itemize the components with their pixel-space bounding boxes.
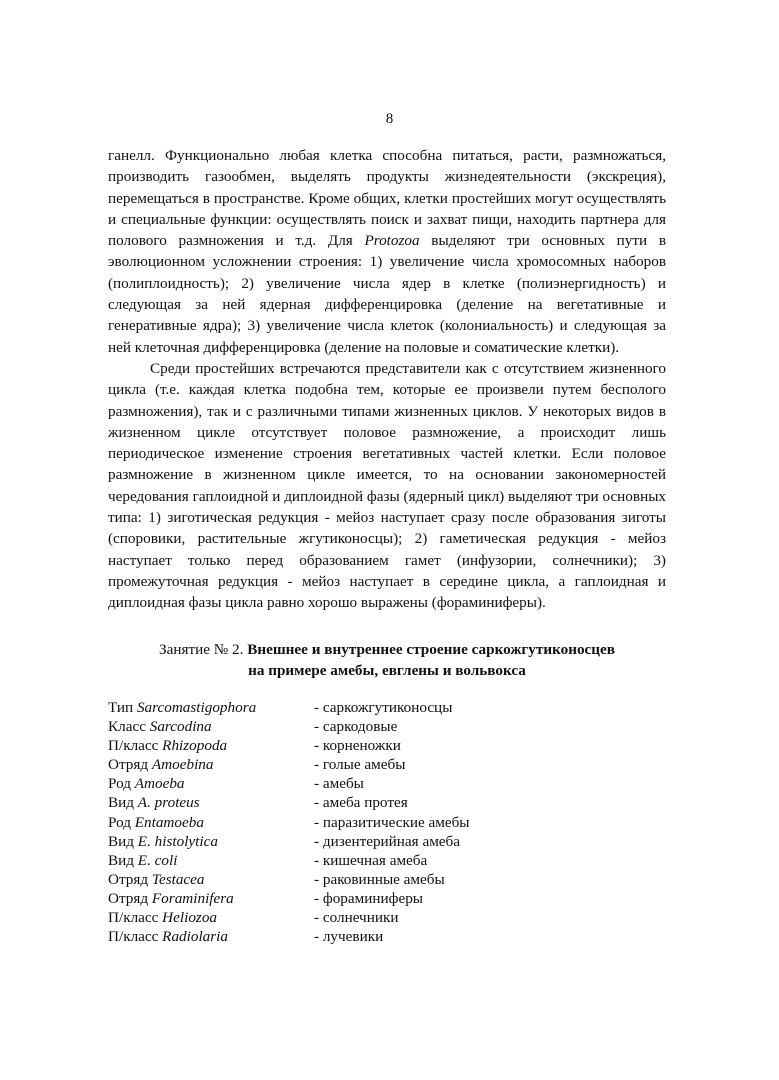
common-name: - голые амебы xyxy=(314,756,406,774)
latin-name: Amoeba xyxy=(134,775,185,793)
latin-name: Sarcomastigophora xyxy=(136,699,257,716)
paragraph-1-text-a: ганелл. Функционально любая клетка способна питаться, расти, размножаться, производить газообмен, выделять продукты жизнедеятельности (экскреция), перемещаться в пространстве. Кроме общих, клетки простейших могут осуществлять и специальные функции: осуществлять поиск и захват пищи, находить партнера для полового размножения и т.д. Для xyxy=(108,147,666,250)
taxon-rank xyxy=(108,832,314,851)
latin-name: Testacea xyxy=(151,870,205,888)
common-name: - фораминиферы xyxy=(314,889,423,907)
lesson-heading-line-1 xyxy=(108,639,666,660)
common-name: - солнечники xyxy=(314,909,399,927)
common-name: - саркожгутиконосцы xyxy=(314,699,453,716)
common-name: - корненожки xyxy=(314,737,401,755)
rank-label: Род xyxy=(108,813,131,831)
page-number: 8 xyxy=(385,111,394,127)
taxonomy-row xyxy=(108,698,666,717)
taxon-rank xyxy=(108,889,314,908)
rank-label: Отряд xyxy=(108,870,149,888)
taxonomy-row xyxy=(108,870,666,889)
taxon-rank xyxy=(108,755,314,774)
latin-name: Radiolaria xyxy=(162,928,228,946)
taxon-rank xyxy=(108,908,314,927)
taxon-rank xyxy=(108,698,314,717)
rank-label: П/класс xyxy=(108,928,159,946)
rank-label: Вид xyxy=(108,832,134,850)
rank-label: Тип xyxy=(108,699,134,716)
taxonomy-row xyxy=(108,851,666,870)
common-name: - кишечная амеба xyxy=(314,851,428,869)
taxonomy-row xyxy=(108,755,666,774)
common-name: - дизентерийная амеба xyxy=(314,832,461,850)
latin-name: Foraminifera xyxy=(151,889,234,907)
rank-label: Вид xyxy=(108,794,134,812)
common-name: - амеба протея xyxy=(314,794,408,812)
paragraph-1 xyxy=(108,145,666,358)
common-name: - лучевики xyxy=(314,928,384,946)
rank-label: Отряд xyxy=(108,756,149,774)
latin-name: E. coli xyxy=(137,851,178,869)
taxon-rank xyxy=(108,851,314,870)
latin-name: Sarcodina xyxy=(149,718,212,736)
taxonomy-row xyxy=(108,927,666,946)
taxon-rank xyxy=(108,717,314,736)
latin-name: Entamoeba xyxy=(134,813,204,831)
taxon-rank xyxy=(108,736,314,755)
taxonomy-list xyxy=(108,698,666,946)
latin-name: A. proteus xyxy=(137,794,200,812)
taxonomy-row xyxy=(108,736,666,755)
paragraph-1-text-b: выделяют три основных пути в эволюционном усложнении строения: 1) увеличение числа хромосомных наборов (полиплоидность); 2) увеличение числа ядер в клетке (полиэнергидность) и следующая за ней ядерная дифференцировка (деление на вегетативные и генеративные ядра); 3) увеличение числа клеток (колониальность) и следующая за ней клеточная дифференцировка (деление на половые и соматические клетки). xyxy=(108,232,666,356)
taxonomy-row xyxy=(108,774,666,793)
paragraph-2-text: Среди простейших встречаются представители как с отсутствием жизненного цикла (т.е. каждая клетка подобна тем, которые ее произвели путем бесполого размножения), так и с различными типами жизненных циклов. У некоторых видов в жизненном цикле отсутствует половое размножение, а происходит лишь периодическое изменение строения вегетативных частей клетки. Если половое размножение в жизненном цикле имеется, то на основании закономерностей чередования гаплоидной и диплоидной фазы (ядерный цикл) выделяют три основных типа: 1) зиготическая редукция - мейоз наступает сразу после образования зиготы (споровики, растительные жгутиконосцы); 2) гаметическая редукция - мейоз наступает только перед образованием гамет (инфузории, солнечники); 3) промежуточная редукция - мейоз наступает в середине цикла, а гаплоидная и диплоидная фазы цикла равно хорошо выражены (фораминиферы). xyxy=(108,359,666,612)
lesson-title-line-2: на примере амебы, евглены и вольвокса xyxy=(248,662,526,679)
taxon-rank xyxy=(108,793,314,812)
rank-label: Вид xyxy=(108,851,134,869)
taxonomy-row xyxy=(108,793,666,812)
lesson-heading xyxy=(108,639,666,681)
latin-name: E. histolytica xyxy=(137,832,218,850)
rank-label: Класс xyxy=(108,718,146,736)
common-name: - паразитические амебы xyxy=(314,813,470,831)
taxonomy-row xyxy=(108,813,666,832)
paragraph-2 xyxy=(108,358,666,614)
common-name: - раковинные амебы xyxy=(314,870,445,888)
common-name: - саркодовые xyxy=(314,718,398,736)
common-name: - амебы xyxy=(314,775,364,793)
rank-label: Отряд xyxy=(108,889,149,907)
taxon-rank xyxy=(108,774,314,793)
rank-label: П/класс xyxy=(108,737,159,755)
latin-name: Rhizopoda xyxy=(162,737,228,755)
taxon-rank xyxy=(108,813,314,832)
taxonomy-row xyxy=(108,889,666,908)
rank-label: Род xyxy=(108,775,131,793)
paragraph-1-latin-protozoa: Protozoa xyxy=(364,232,420,250)
taxonomy-row xyxy=(108,908,666,927)
taxon-rank xyxy=(108,870,314,889)
rank-label: П/класс xyxy=(108,909,159,927)
taxon-rank xyxy=(108,927,314,946)
latin-name: Amoebina xyxy=(151,756,214,774)
taxonomy-row xyxy=(108,832,666,851)
taxonomy-row xyxy=(108,717,666,736)
lesson-title-line-1: Внешнее и внутреннее строение саркожгутиконосцев xyxy=(247,641,615,658)
body-text xyxy=(108,145,666,614)
latin-name: Heliozoa xyxy=(162,909,218,927)
lesson-prefix: Занятие № 2. xyxy=(158,641,248,658)
